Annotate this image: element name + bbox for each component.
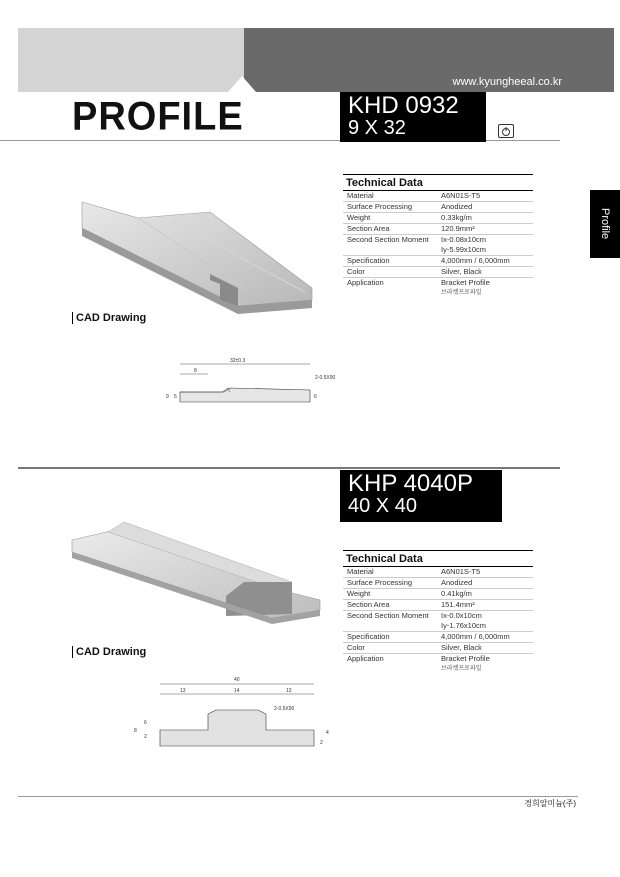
spec-row-application: Application Bracket Profile 브라켓프로파일: [347, 278, 490, 296]
page-title: PROFILE: [72, 94, 244, 140]
footer-divider: [18, 796, 578, 797]
cad-drawing-label: CAD Drawing: [72, 312, 146, 324]
spec-row-weight: Weight 0.41kg/m: [343, 589, 533, 600]
spec-row-surface: Surface Processing Anodized: [343, 578, 533, 589]
cad-drawing-khd0932: [150, 352, 350, 416]
spec-row-section-area: Section Area 120.9mm²: [343, 224, 533, 235]
product-code: KHP 4040P: [348, 470, 473, 497]
product-size: 9 X 32: [348, 117, 406, 139]
footer-company: 경희알미늄(주): [524, 799, 576, 808]
header-band-light: [18, 28, 244, 92]
section-tab-profile[interactable]: [590, 190, 620, 258]
dim-overall: 40: [234, 677, 240, 683]
spec-row-color: Color Silver, Black: [343, 643, 533, 654]
spec-row-specification: Specification 4,000mm / 6,000mm: [343, 632, 533, 643]
spec-row-surface: Surface Processing Anodized: [343, 202, 533, 213]
spec-row-specification: Specification 4,000mm / 6,000mm: [343, 256, 533, 267]
power-plug-icon: [498, 124, 514, 138]
product-size: 40 X 40: [348, 495, 417, 517]
dim-overall: 32±0.3: [230, 358, 246, 364]
cad-drawing-khp4040p: [130, 674, 350, 760]
section-divider: [18, 467, 560, 469]
dim-height-left: 9: [166, 394, 169, 400]
profile-render-khp4040p: [66, 518, 326, 630]
technical-data-table: [343, 174, 533, 298]
header-notch: [228, 76, 256, 92]
spec-row-weight: Weight 0.33kg/m: [343, 213, 533, 224]
spec-row-second-moment: Second Section Moment Ix-0.08x10cm Iy-5.99x10cm: [343, 235, 533, 256]
product-code-box: [340, 470, 502, 522]
technical-data-table: [343, 550, 533, 674]
spec-row-material: Material A6N01S-T5: [343, 191, 533, 202]
dim-height-left-b: 2: [144, 734, 147, 740]
dim-height-left: 8: [134, 728, 137, 734]
technical-data-title: Technical Data: [343, 550, 533, 567]
dim-height-left-a: 6: [144, 720, 147, 726]
dim-chamfer: 2-0.5X90: [315, 375, 336, 381]
dim-slot: 8: [194, 368, 197, 374]
spec-row-section-area: Section Area 151.4mm²: [343, 600, 533, 611]
dim-middle: 14: [234, 688, 240, 694]
cad-drawing-label: CAD Drawing: [72, 646, 146, 658]
spec-row-application: Application Bracket Profile 브라켓프로파일: [347, 654, 490, 672]
dim-chamfer: 2-0.5X90: [274, 706, 295, 712]
dim-height-right: 6: [314, 394, 317, 400]
spec-row-color: Color Silver, Black: [343, 267, 533, 278]
technical-data-title: Technical Data: [343, 174, 533, 191]
dim-height-left-inner: 5: [174, 394, 177, 400]
dim-height-right-a: 4: [326, 730, 329, 736]
dim-right: 13: [286, 688, 292, 694]
product-code-box: [340, 92, 486, 142]
dim-left: 13: [180, 688, 186, 694]
spec-row-material: Material A6N01S-T5: [343, 567, 533, 578]
profile-render-khd0932: [70, 196, 320, 314]
product-code: KHD 0932: [348, 92, 459, 119]
website-url[interactable]: www.kyungheeal.co.kr: [452, 76, 562, 88]
spec-row-second-moment: Second Section Moment Ix-0.0x10cm Iy-1.76x10cm: [343, 611, 533, 632]
section-tab-label: Profile: [599, 208, 611, 240]
dim-height-right-b: 2: [320, 740, 323, 746]
